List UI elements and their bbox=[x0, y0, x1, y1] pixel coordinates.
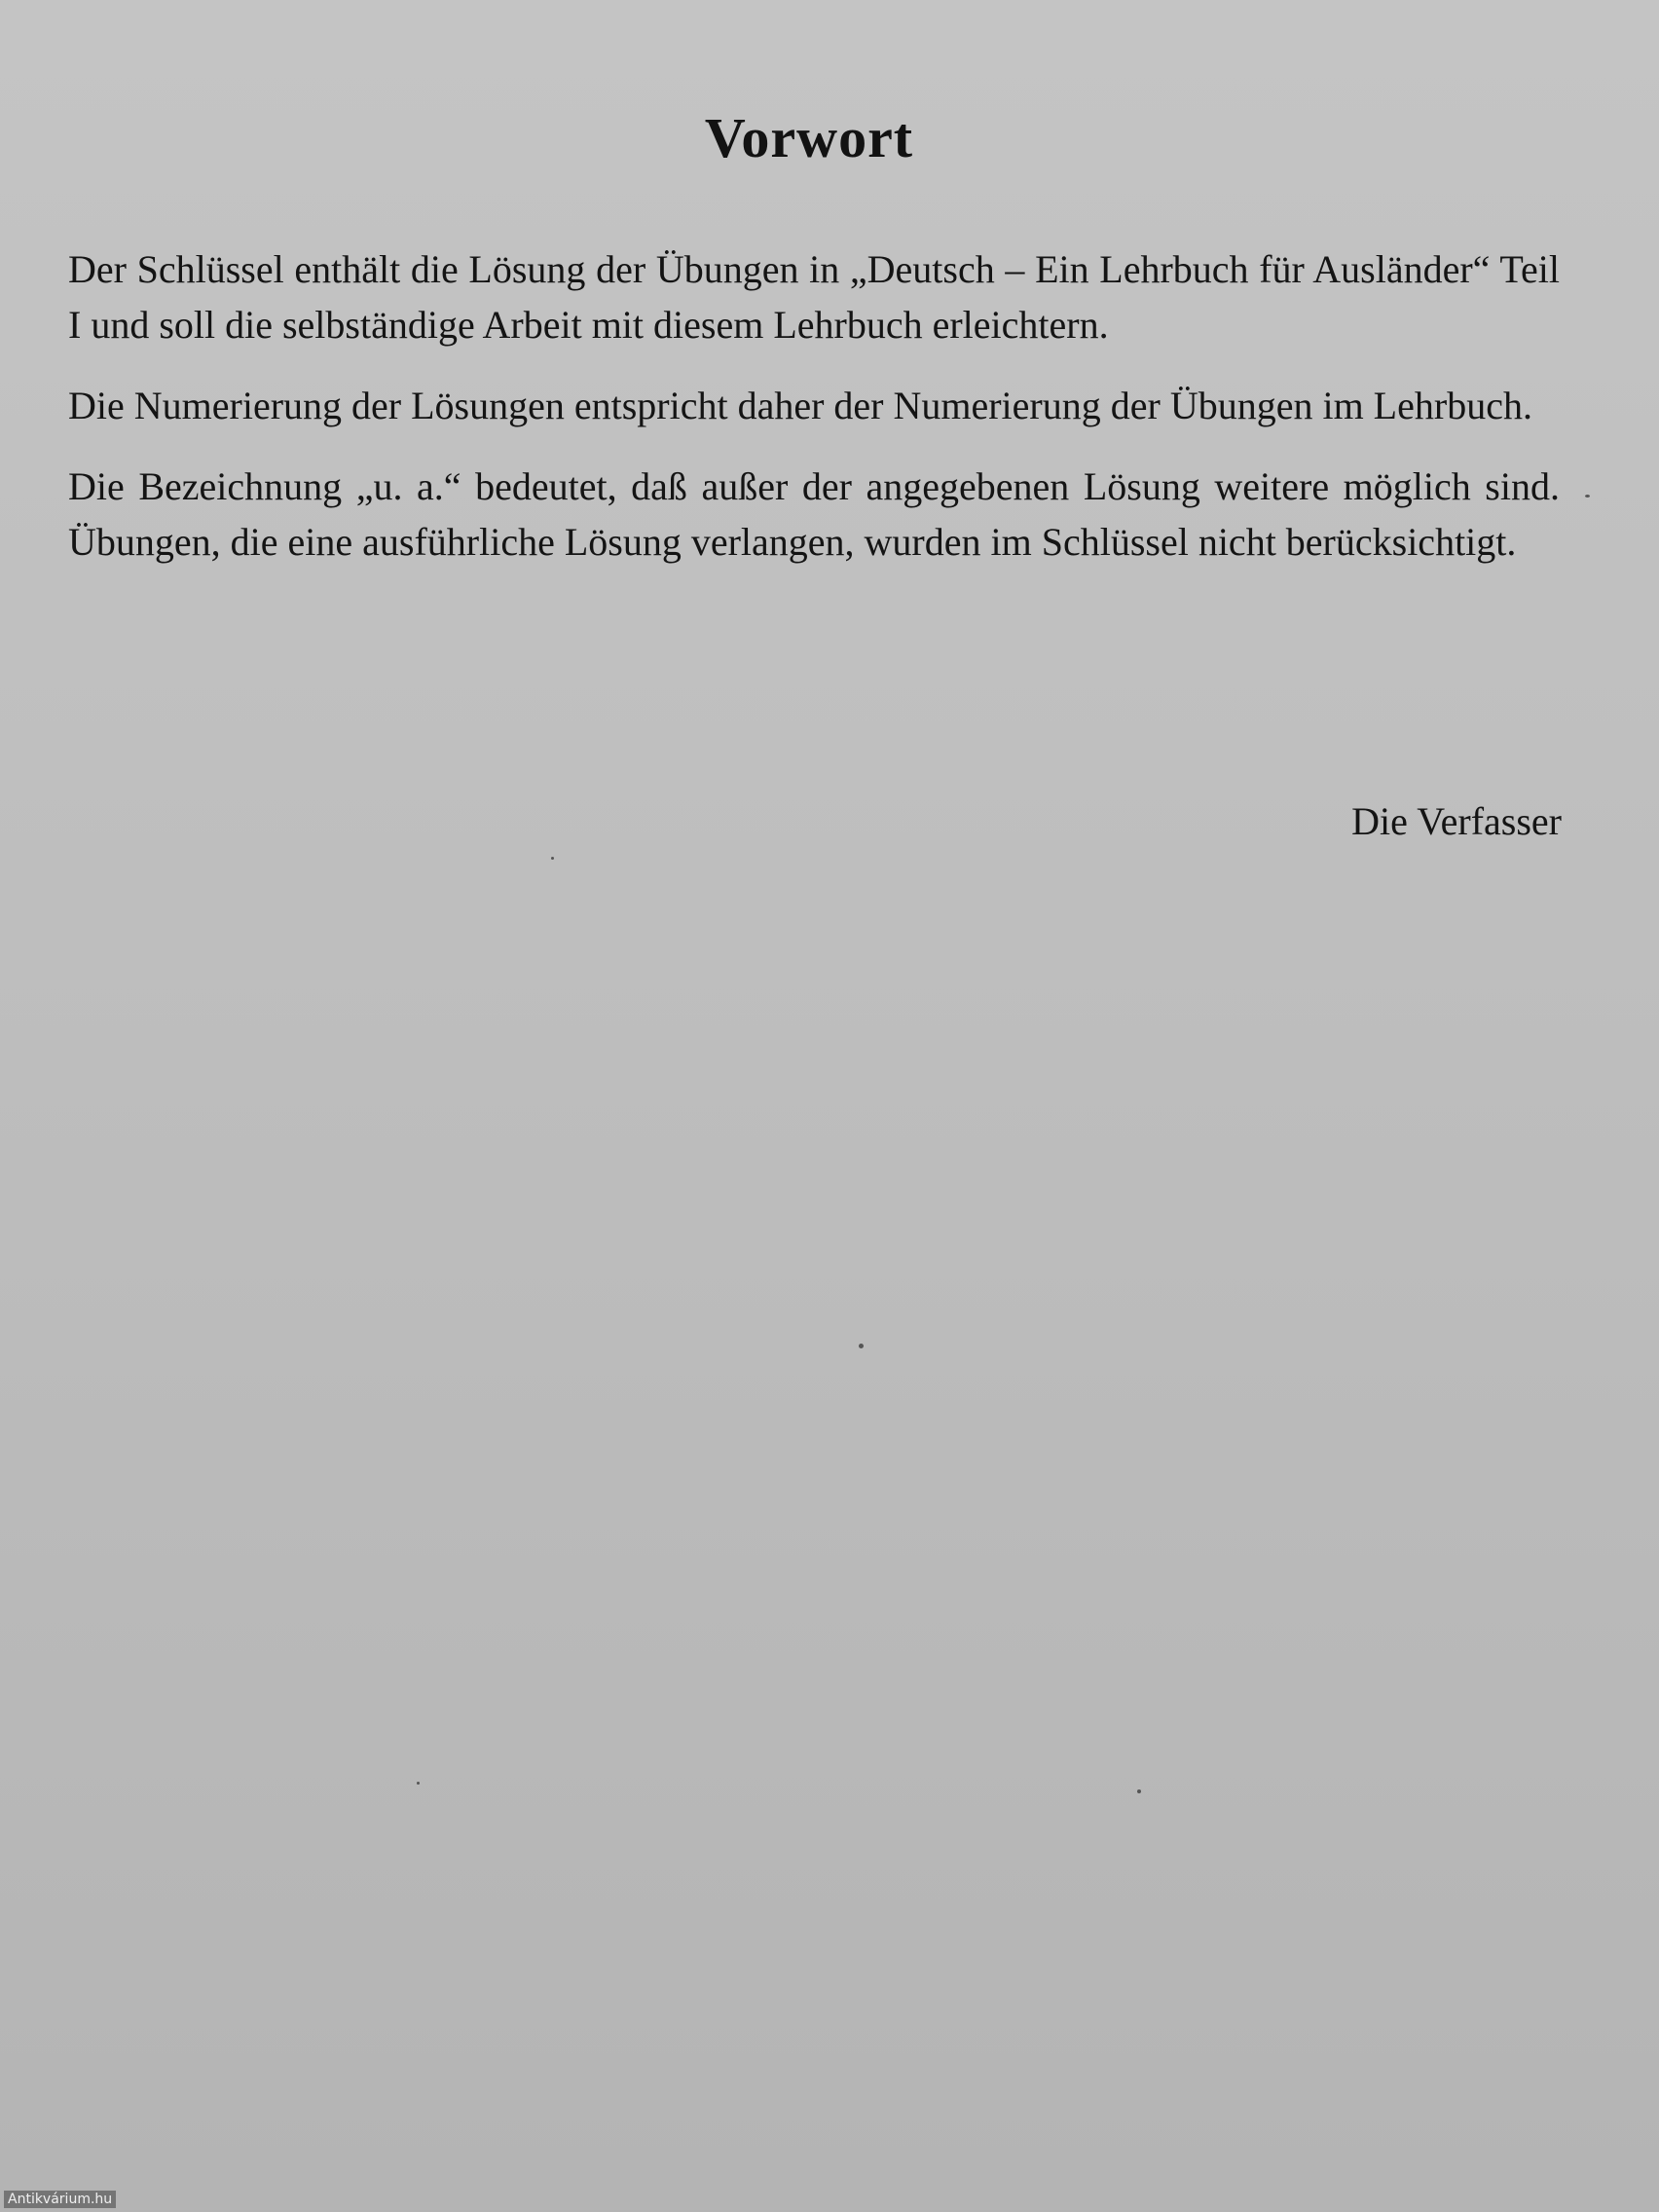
page-title: Vorwort bbox=[704, 106, 914, 169]
paragraph-1: Der Schlüssel enthält die Lösung der Übungen in „Deutsch – Ein Lehrbuch für Ausländer“ Teil I und soll die selbständige Arbeit mit diesem Lehrbuch erleichtern. bbox=[68, 247, 1560, 347]
paper-speck bbox=[1137, 1789, 1141, 1793]
paper-speck bbox=[1585, 495, 1590, 498]
paper-speck bbox=[417, 1782, 420, 1785]
paragraph-2: Die Numerierung der Lösungen entspricht daher der Numerierung der Übungen im Lehrbuch. bbox=[68, 384, 1532, 427]
paragraph-3: Die Bezeichnung „u. a.“ bedeutet, daß außer der angegebenen Lösung weitere möglich sind. Übungen, die eine ausführliche Lösung verlangen, wurden im Schlüssel nicht berücksichtigt. bbox=[68, 464, 1560, 564]
watermark: Antikvárium.hu bbox=[4, 2191, 116, 2208]
paper-speck bbox=[859, 1344, 864, 1348]
signature: Die Verfasser bbox=[1351, 799, 1562, 843]
preface-body bbox=[68, 241, 1560, 595]
paper-speck bbox=[551, 857, 554, 860]
